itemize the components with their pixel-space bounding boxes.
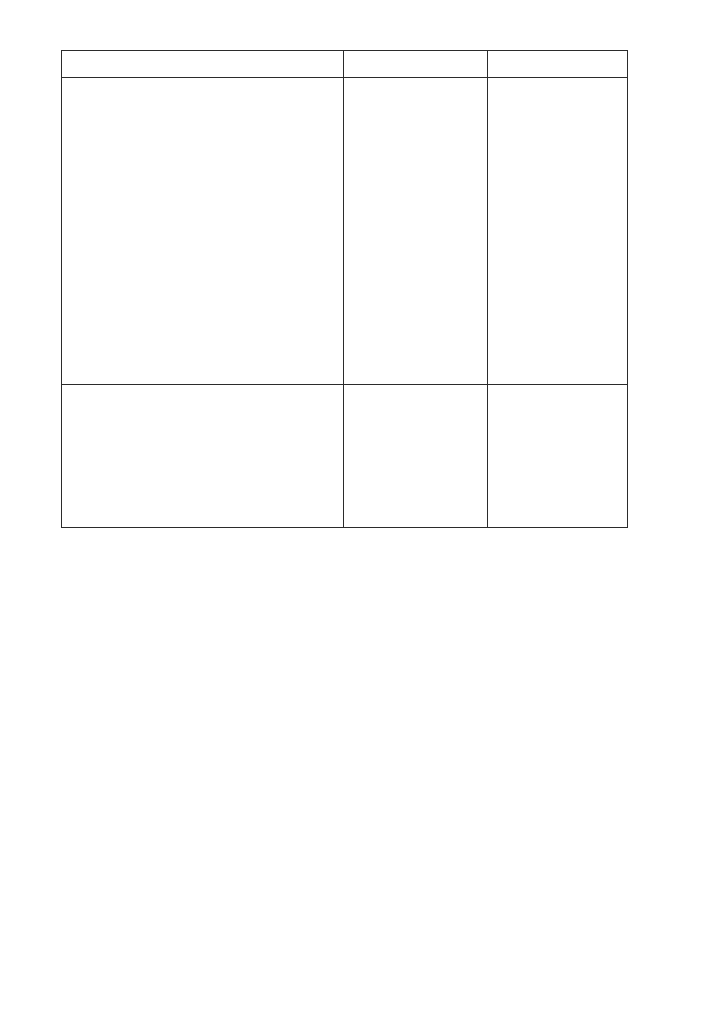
list-item-number <box>118 538 138 564</box>
competency-part-heading <box>68 391 337 417</box>
location-cell <box>488 78 628 385</box>
datetime-cell <box>344 78 488 385</box>
location-line <box>494 248 621 274</box>
sub-item-line <box>172 876 630 902</box>
sub-item-line <box>150 798 630 824</box>
table-row-group-1 <box>62 78 628 385</box>
list-item-line <box>144 616 664 642</box>
competency-line <box>68 469 337 495</box>
schedule-table <box>61 50 628 528</box>
table-header-row <box>62 51 628 78</box>
competency-line <box>68 188 337 214</box>
competency-line <box>68 136 337 162</box>
column-header-location <box>488 51 628 78</box>
list-item-line <box>144 668 664 694</box>
rules-heading <box>85 512 685 538</box>
datetime-time <box>350 274 481 300</box>
location-line <box>494 391 621 417</box>
competency-line <box>68 276 337 302</box>
list-item-line <box>144 694 664 720</box>
list-item-line <box>144 720 664 746</box>
competency-line <box>68 417 337 443</box>
sub-item-line <box>172 824 630 850</box>
datetime-date <box>350 391 481 417</box>
location-line <box>494 443 621 469</box>
sub-item-line <box>150 850 630 876</box>
location-line <box>494 352 621 378</box>
list-item-line <box>144 564 664 590</box>
datetime-cell <box>344 385 488 528</box>
datetime-date <box>350 248 481 274</box>
competency-line <box>68 110 337 136</box>
competency-cell <box>62 78 344 385</box>
column-header-datetime <box>344 51 488 78</box>
list-item-line <box>144 642 664 668</box>
sub-item-line <box>150 772 630 798</box>
column-header-competency <box>62 51 344 78</box>
location-line <box>494 300 621 326</box>
location-line <box>494 469 621 495</box>
location-line <box>494 417 621 443</box>
list-item-line <box>144 590 664 616</box>
competency-line <box>68 84 337 110</box>
location-line <box>494 274 621 300</box>
location-cell <box>488 385 628 528</box>
location-line <box>494 326 621 352</box>
table-row-group-2 <box>62 385 628 528</box>
competency-line <box>68 443 337 469</box>
competency-line <box>68 162 337 188</box>
list-item-line <box>144 746 664 772</box>
list-item-line <box>144 538 664 564</box>
list-item-number <box>118 746 138 772</box>
competency-part-heading <box>68 250 337 276</box>
sub-item-line <box>150 902 630 928</box>
competency-line <box>68 302 337 328</box>
list-item-number <box>118 668 138 694</box>
competency-line <box>68 214 337 240</box>
competency-cell <box>62 385 344 528</box>
list-item-number <box>118 642 138 668</box>
